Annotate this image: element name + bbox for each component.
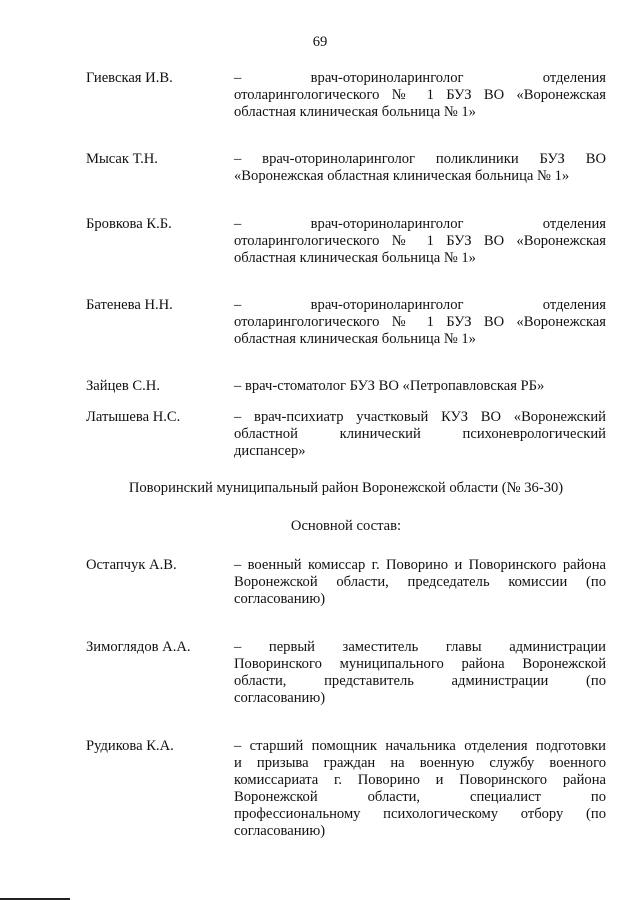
position-line: – врач-оториноларинголог поликлиники БУЗ ВО [234,151,606,167]
member-entry [86,70,606,121]
district-heading: Поворинский муниципальный район Воронежской области (№ 36-30) [128,480,564,496]
position-line: отоларингологического № 1 БУЗ ВО «Воронежская [234,233,606,249]
member-name: Зимоглядов А.А. [86,639,191,655]
position-line: – врач-оториноларинголог отделения [234,70,606,86]
position-line: Воронежской области, председатель комиссии (по [234,574,606,590]
page-number: 69 [312,34,328,50]
member-position [234,639,606,707]
member-name: Зайцев С.Н. [86,378,160,394]
position-line: профессиональному психологическому отбору (по [234,806,606,822]
member-entry [86,151,606,185]
member-position [234,409,606,460]
position-line: и призыва граждан на военную службу военного [234,755,606,771]
member-position [234,70,606,121]
member-position [234,378,606,395]
position-line-last: «Воронежская областная клиническая больница № 1» [234,168,570,184]
member-entry [86,297,606,348]
member-name: Остапчук А.В. [86,557,177,573]
position-line: – военный комиссар г. Поворино и Поворинского района [234,557,606,573]
member-name: Латышева Н.С. [86,409,181,425]
member-entry [86,378,606,395]
document-body [86,70,606,840]
position-line: областной клинический психоневрологический [234,426,606,442]
position-line-last: областная клиническая больница № 1» [234,331,476,347]
member-name: Мысак Т.Н. [86,151,158,167]
member-position [234,297,606,348]
position-line: Воронежской области, специалист по [234,789,606,805]
member-position [234,151,606,185]
position-line-last: областная клиническая больница № 1» [234,250,476,266]
commission-list-previous [86,70,606,460]
position-line: – врач-оториноларинголог отделения [234,297,606,313]
member-entry [86,738,606,840]
position-line: отоларингологического № 1 БУЗ ВО «Воронежская [234,87,606,103]
position-line: – врач-психиатр участковый КУЗ ВО «Воронежский [234,409,606,425]
position-line: – старший помощник начальника отделения подготовки [234,738,606,754]
composition-heading: Основной состав: [290,518,402,534]
position-line-last: согласованию) [234,591,326,607]
position-line: комиссариата г. Поворино и Поворинского района [234,772,606,788]
member-name: Батенева Н.Н. [86,297,173,313]
member-entry [86,639,606,707]
position-line: – врач-оториноларинголог отделения [234,216,606,232]
member-entry [86,216,606,267]
member-position [234,738,606,840]
position-line: отоларингологического № 1 БУЗ ВО «Воронежская [234,314,606,330]
member-name: Рудикова К.А. [86,738,174,754]
position-line-last: областная клиническая больница № 1» [234,104,476,120]
position-line-last: – врач-стоматолог БУЗ ВО «Петропавловская РБ» [234,378,545,394]
position-line-last: диспансер» [234,443,306,459]
member-entry [86,557,606,608]
member-position [234,557,606,608]
position-line-last: согласованию) [234,823,326,839]
commission-list-main [86,557,606,840]
position-line: Поворинского муниципального района Воронежской [234,656,606,672]
member-name: Гиевская И.В. [86,70,173,86]
member-entry [86,409,606,460]
member-position [234,216,606,267]
position-line: – первый заместитель главы администрации [234,639,606,655]
position-line-last: согласованию) [234,690,326,706]
member-name: Бровкова К.Б. [86,216,172,232]
position-line: области, представитель администрации (по [234,673,606,689]
